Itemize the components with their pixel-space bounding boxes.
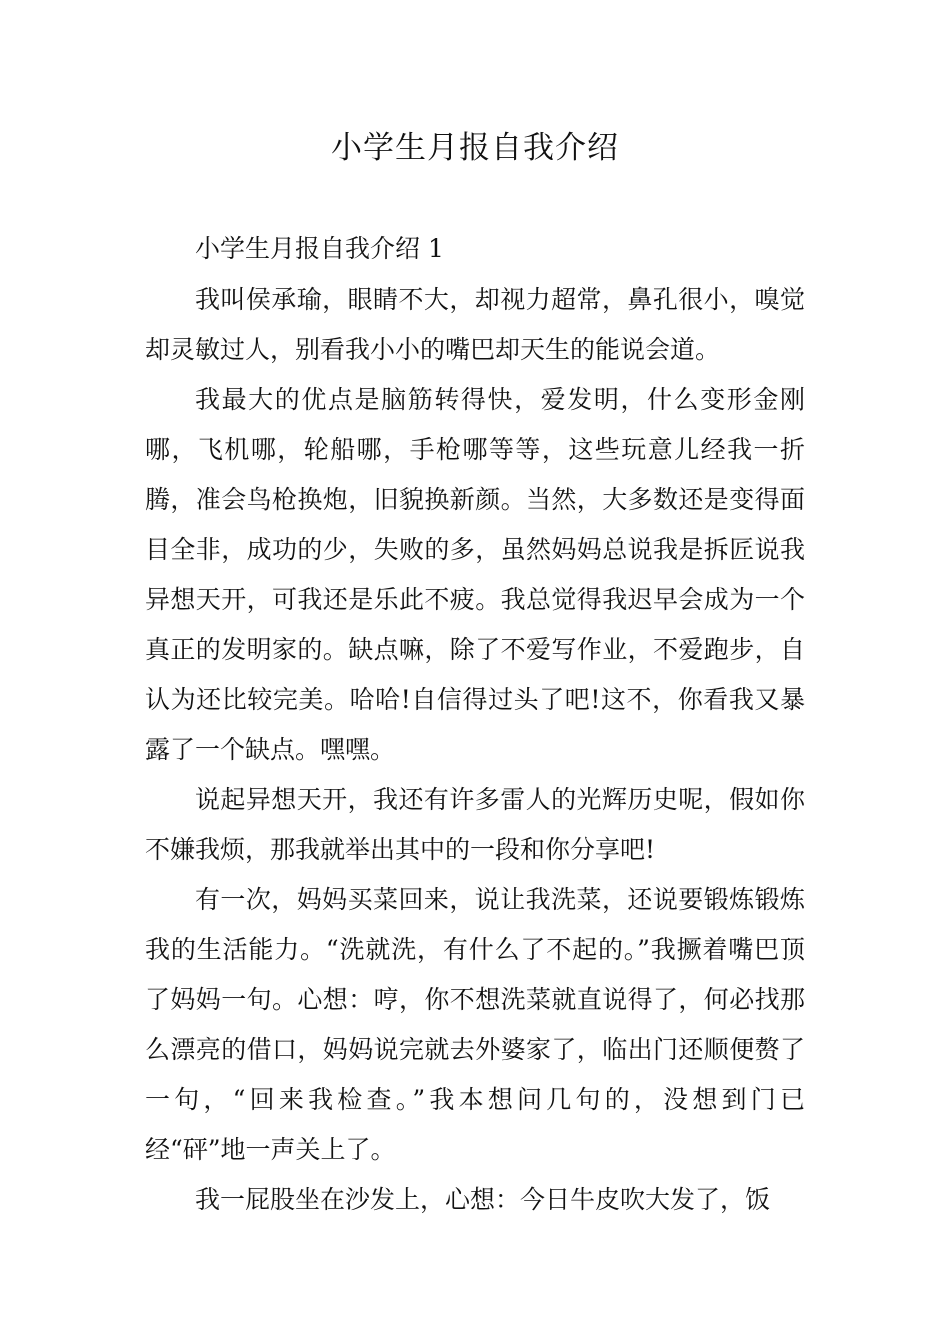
document-body: [145, 224, 805, 1225]
paragraph-4: 有一次，妈妈买菜回来，说让我洗菜，还说要锻炼锻炼我的生活能力。“洗就洗，有什么了不起的。”我撅着嘴巴顶了妈妈一句。心想：哼，你不想洗菜就直说得了，何必找那么漂亮的借口，妈妈说完就去外婆家了，临出门还顺便赘了一句，“回来我检查。”我本想问几句的，没想到门已经“砰”地一声关上了。: [145, 885, 805, 1164]
paragraph-5: 我一屁股坐在沙发上，心想：今日牛皮吹大发了，饭: [195, 1185, 771, 1214]
paragraph-1: 我叫侯承瑜，眼睛不大，却视力超常，鼻孔很小，嗅觉却灵敏过人，别看我小小的嘴巴却天生的能说会道。: [145, 285, 805, 364]
paragraph-3: 说起异想天开，我还有许多雷人的光辉历史呢，假如你不嫌我烦，那我就举出其中的一段和你分享吧!: [145, 785, 805, 864]
page-title: 小学生月报自我介绍: [331, 130, 619, 166]
section-heading: 小学生月报自我介绍 1: [195, 234, 444, 263]
paragraph-2: 我最大的优点是脑筋转得快，爱发明，什么变形金刚哪，飞机哪，轮船哪，手枪哪等等，这些玩意儿经我一折腾，准会鸟枪换炮，旧貌换新颜。当然，大多数还是变得面目全非，成功的少，失败的多，虽然妈妈总说我是拆匠说我异想天开，可我还是乐此不疲。我总觉得我迟早会成为一个真正的发明家的。缺点嘛，除了不爱写作业，不爱跑步，自认为还比较完美。哈哈!自信得过头了吧!这不，你看我又暴露了一个缺点。嘿嘿。: [145, 385, 805, 764]
